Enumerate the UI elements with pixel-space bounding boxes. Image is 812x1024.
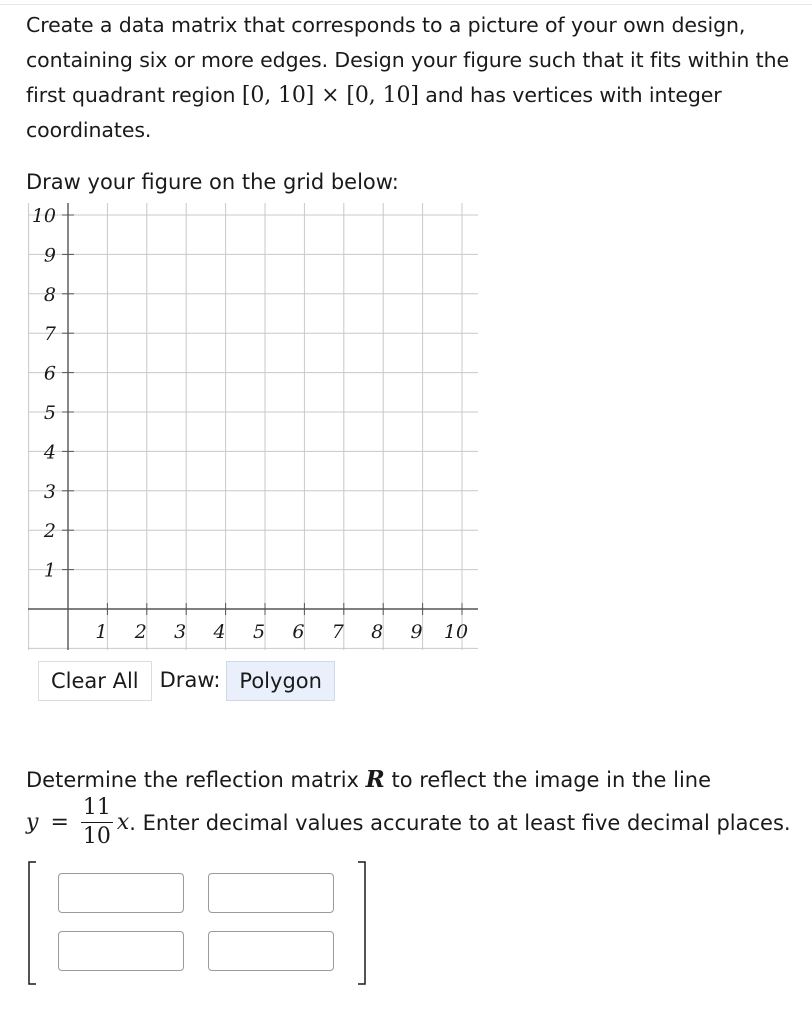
clear-all-button[interactable]: Clear All xyxy=(38,661,152,701)
x-tick-label: 9 xyxy=(410,621,423,643)
x-tick-label: 4 xyxy=(213,621,226,643)
x-tick-label: 6 xyxy=(292,621,305,643)
matrix-symbol: R xyxy=(365,766,385,793)
matrix-right-bracket xyxy=(355,860,369,986)
x-tick-label: 7 xyxy=(331,621,344,643)
y-tick-label: 6 xyxy=(43,362,56,385)
matrix-input-r2c1[interactable] xyxy=(58,931,184,971)
y-tick-label: 5 xyxy=(43,402,56,424)
question-text-a: Determine the reflection matrix xyxy=(26,768,366,792)
x-tick-label: 5 xyxy=(252,621,266,643)
x-tick-labels xyxy=(95,621,468,643)
y-tick-label: 3 xyxy=(43,480,56,503)
question-line-2 xyxy=(26,796,791,849)
graph-toolbar xyxy=(38,661,335,701)
question-tail: . Enter decimal values accurate to at least five decimal places. xyxy=(129,810,791,835)
x-tick-label: 10 xyxy=(443,621,469,643)
polygon-tool-button[interactable]: Polygon xyxy=(226,661,335,701)
x-tick-label: 8 xyxy=(371,621,384,643)
y-tick-label: 10 xyxy=(31,205,56,227)
y-tick-label: 7 xyxy=(43,323,56,346)
prompt-text-2: and has vertices with integer coordinates. xyxy=(26,83,722,142)
equals-sign: = xyxy=(50,810,69,835)
question-line-1 xyxy=(26,766,711,793)
y-tick-label: 2 xyxy=(43,520,56,543)
x-tick-label: 2 xyxy=(134,621,147,643)
question-text-b: to reflect the image in the line xyxy=(384,768,712,792)
y-tick-label: 1 xyxy=(43,559,56,582)
y-tick-labels xyxy=(32,205,57,582)
x-tick-label: 1 xyxy=(95,621,108,643)
y-variable: y xyxy=(26,810,39,835)
matrix-input-r1c2[interactable] xyxy=(208,873,334,913)
prompt-text-1: Create a data matrix that corresponds to a picture of your own design, containing six or more edges. Design your figure such that it fits within the first quadrant region xyxy=(26,13,789,107)
y-tick-label: 4 xyxy=(43,441,56,464)
matrix-input-r1c1[interactable] xyxy=(58,873,184,913)
graph-instruction: Draw your figure on the grid below: xyxy=(26,170,399,194)
grid-lines xyxy=(28,203,478,650)
x-variable: x xyxy=(116,810,130,835)
fraction-numerator: 11 xyxy=(81,796,113,823)
x-tick-label: 3 xyxy=(174,621,187,643)
matrix-input-r2c2[interactable] xyxy=(208,931,334,971)
prompt-region: [0, 10] × [0, 10] xyxy=(241,83,419,108)
y-tick-label: 9 xyxy=(43,244,56,267)
axes xyxy=(28,203,478,650)
matrix-left-bracket xyxy=(26,860,40,986)
slope-fraction xyxy=(81,796,113,849)
y-tick-label: 8 xyxy=(43,283,56,306)
fraction-denominator: 10 xyxy=(82,824,111,849)
draw-label: Draw: xyxy=(159,668,221,692)
